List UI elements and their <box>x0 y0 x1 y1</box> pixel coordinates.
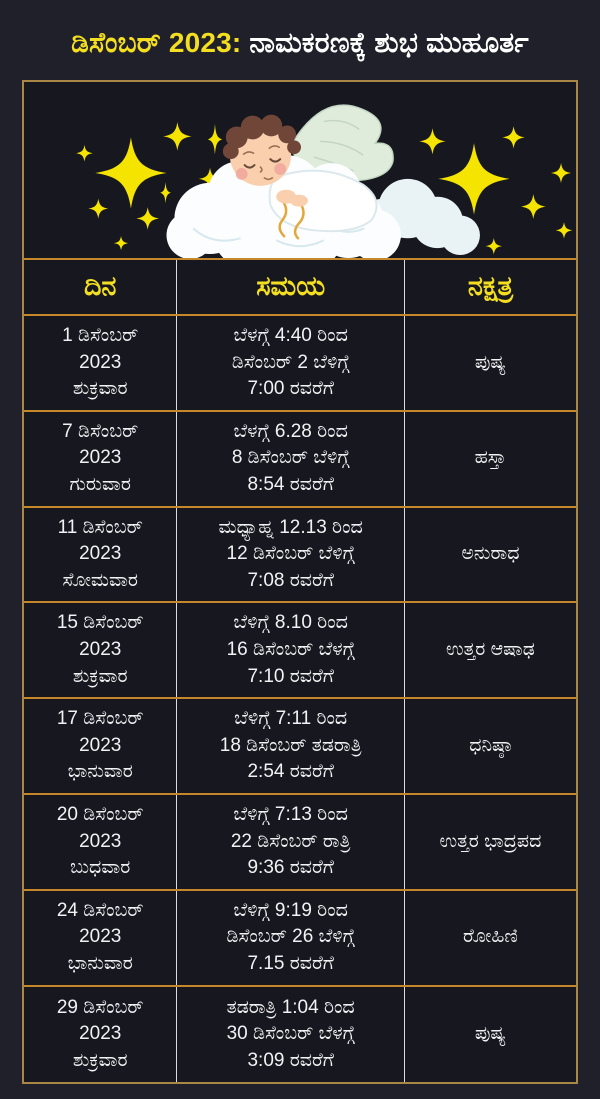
day-year: 2023 <box>79 638 122 660</box>
day-date: 15 ಡಿಸೆಂಬರ್ <box>56 612 144 634</box>
nakshatra-value: ಅನುರಾಧ <box>461 543 520 565</box>
day-cell <box>24 603 177 697</box>
sleeping-angel-illustration <box>24 82 576 260</box>
day-weekday: ಶುಕ್ರವಾರ <box>72 1049 128 1071</box>
time-cell <box>177 603 404 697</box>
time-end-date: 18 ಡಿಸೆಂಬರ್ ತಡರಾತ್ರಿ <box>219 734 362 756</box>
nakshatra-cell <box>405 987 576 1083</box>
nakshatra-cell <box>405 795 576 889</box>
nakshatra-cell <box>405 891 576 985</box>
day-date: 24 ಡಿಸೆಂಬರ್ <box>56 899 144 921</box>
day-cell <box>24 412 177 506</box>
table-row <box>24 891 576 987</box>
nakshatra-cell <box>405 316 576 410</box>
day-cell <box>24 891 177 985</box>
table-body <box>24 316 576 1082</box>
time-cell <box>177 987 404 1083</box>
time-start: ಬೆಳಗ್ಗೆ 6.28 ರಿಂದ <box>233 420 348 442</box>
time-end-date: 16 ಡಿಸೆಂಬರ್ ಬೆಳಗ್ಗೆ <box>226 638 355 660</box>
day-year: 2023 <box>79 1023 122 1045</box>
day-date: 29 ಡಿಸೆಂಬರ್ <box>56 996 144 1018</box>
time-end: 7.15 ರವರೆಗೆ <box>247 952 334 974</box>
column-header-day: ದಿನ <box>24 260 177 314</box>
day-weekday: ಭಾನುವಾರ <box>67 761 133 783</box>
time-start: ಬೆಳಿಗ್ಗೆ 7:13 ರಿಂದ <box>233 803 348 825</box>
table-row <box>24 699 576 795</box>
time-end-date: 12 ಡಿಸೆಂಬರ್ ಬೆಳಿಗ್ಗೆ <box>226 543 355 565</box>
time-end-date: 22 ಡಿಸೆಂಬರ್ ರಾತ್ರಿ <box>230 830 351 852</box>
day-year: 2023 <box>79 734 122 756</box>
day-cell <box>24 795 177 889</box>
day-year: 2023 <box>79 543 122 565</box>
time-cell <box>177 795 404 889</box>
time-cell <box>177 508 404 602</box>
table-row <box>24 603 576 699</box>
time-end-date: 30 ಡಿಸೆಂಬರ್ ಬೆಳಗ್ಗೆ <box>226 1023 355 1045</box>
time-end: 9:36 ರವರೆಗೆ <box>247 857 334 879</box>
nakshatra-value: ಉತ್ತರ ಭಾದ್ರಪದ <box>439 830 542 852</box>
time-end: 8:54 ರವರೆಗೆ <box>247 473 334 495</box>
column-header-time: ಸಮಯ <box>177 260 404 314</box>
time-start: ಮಧ್ಯಾಹ್ನ 12.13 ರಿಂದ <box>218 516 363 538</box>
table-row <box>24 508 576 604</box>
title-bar <box>0 0 600 80</box>
nakshatra-value: ರೋಹಿಣಿ <box>462 926 518 948</box>
column-header-nakshatra: ನಕ್ಷತ್ರ <box>467 271 513 301</box>
table-row <box>24 316 576 412</box>
day-year: 2023 <box>79 351 122 373</box>
day-weekday: ಗುರುವಾರ <box>69 473 131 495</box>
day-date: 1 ಡಿಸೆಂಬರ್ <box>62 325 139 346</box>
day-weekday: ಸೋಮವಾರ <box>62 569 138 591</box>
time-start: ಬೆಳಗ್ಗೆ 4:40 ರಿಂದ <box>233 325 348 346</box>
nakshatra-value: ಉತ್ತರ ಆಷಾಢ <box>445 638 535 660</box>
page-title-rest: ನಾಮಕರಣಕ್ಕೆ ಶುಭ ಮುಹೂರ್ತ <box>241 26 529 58</box>
time-cell <box>177 316 404 410</box>
day-year: 2023 <box>79 926 122 948</box>
day-weekday: ಬುಧವಾರ <box>70 857 131 879</box>
time-end: 7:08 ರವರೆಗೆ <box>247 569 334 591</box>
time-cell <box>177 891 404 985</box>
page-title-month: ಡಿಸೆಂಬರ್ 2023: <box>71 26 242 58</box>
time-end: 2:54 ರವರೆಗೆ <box>247 761 334 783</box>
day-cell <box>24 699 177 793</box>
day-weekday: ಶುಕ್ರವಾರ <box>72 378 128 400</box>
time-cell <box>177 412 404 506</box>
muhurta-table <box>22 80 578 1084</box>
table-row <box>24 412 576 508</box>
day-date: 7 ಡಿಸೆಂಬರ್ <box>62 420 139 442</box>
table-row <box>24 795 576 891</box>
time-start: ಬೆಳಿಗ್ಗೆ 9:19 ರಿಂದ <box>233 899 348 921</box>
time-end: 7:00 ರವರೆಗೆ <box>247 378 334 400</box>
day-date: 11 ಡಿಸೆಂಬರ್ <box>57 516 143 538</box>
day-weekday: ಭಾನುವಾರ <box>67 952 133 974</box>
nakshatra-cell <box>405 508 576 602</box>
table-header-row <box>24 260 576 316</box>
time-end: 7:10 ರವರೆಗೆ <box>247 665 334 687</box>
nakshatra-value: ಧನಿಷ್ಠಾ <box>469 734 512 756</box>
time-cell <box>177 699 404 793</box>
nakshatra-value: ಪುಷ್ಯ <box>474 1023 506 1045</box>
day-year: 2023 <box>79 830 122 852</box>
time-end-date: 8 ಡಿಸೆಂಬರ್ ಬೆಳಿಗ್ಗೆ <box>231 447 350 469</box>
angel-cloud-sparkles-svg <box>24 82 576 258</box>
nakshatra-cell <box>405 699 576 793</box>
nakshatra-cell <box>405 603 576 697</box>
day-cell <box>24 316 177 410</box>
nakshatra-value: ಪುಷ್ಯ <box>474 351 506 373</box>
table-row <box>24 987 576 1083</box>
day-cell <box>24 508 177 602</box>
page-title <box>71 27 529 60</box>
day-date: 20 ಡಿಸೆಂಬರ್ <box>56 803 144 825</box>
nakshatra-cell <box>405 412 576 506</box>
day-cell <box>24 987 177 1083</box>
day-weekday: ಶುಕ್ರವಾರ <box>72 665 128 687</box>
time-start: ಬೆಳಿಗ್ಗೆ 7:11 ರಿಂದ <box>234 708 348 730</box>
day-year: 2023 <box>79 447 122 469</box>
time-end: 3:09 ರವರೆಗೆ <box>247 1049 334 1071</box>
nakshatra-value: ಹಸ್ತಾ <box>474 447 507 469</box>
time-start: ಬೆಳಿಗ್ಗೆ 8.10 ರಿಂದ <box>233 612 348 634</box>
time-end-date: ಡಿಸೆಂಬರ್ 2 ಬೆಳಿಗ್ಗೆ <box>231 351 350 373</box>
day-date: 17 ಡಿಸೆಂಬರ್ <box>56 708 144 730</box>
time-start: ತಡರಾತ್ರಿ 1:04 ರಿಂದ <box>226 996 355 1018</box>
time-end-date: ಡಿಸೆಂಬರ್ 26 ಬೆಳಿಗ್ಗೆ <box>226 926 355 948</box>
